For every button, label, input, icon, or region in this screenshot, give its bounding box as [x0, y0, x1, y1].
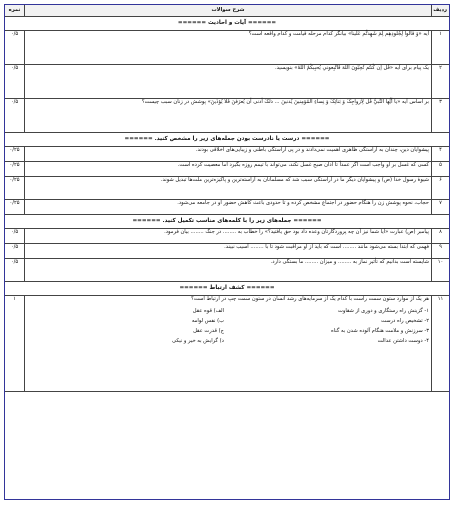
question-text: آیه «وَ قالوا لِجُلودِهِم لِمَ شَهِدتُّم عَلَینا» بیانگر کدام مرحله قیامت و کدام واقعه است؟	[25, 31, 432, 65]
table-row	[5, 147, 450, 162]
question-score: ۰/۲۵	[5, 162, 25, 177]
question-number: ۱	[432, 31, 450, 65]
table-row	[5, 162, 450, 177]
list-item: الف) قوه عقل	[192, 308, 224, 314]
exam-sheet	[4, 4, 450, 500]
question-number: ۵	[432, 162, 450, 177]
question-score: ۰/۵	[5, 31, 25, 65]
question-text: یک پیام برای آیه «قُل إن کُنتُم تُحِبّونَ اللهَ فَاتَّبِعوني یُحبِبکُمُ اللهُ» بنویسید.	[25, 65, 432, 99]
question-text: بر اساس آیه «یا أیُّها النَّبيُّ قُل لِأزواجِکَ وَ بَناتِکَ وَ نِساءِ المُؤمِنینَ یُدنینَ ... ذلکَ أدنی أن یُعرَفنَ فَلا یُؤذَینَ» پوشش در زنان سبب چیست؟	[25, 99, 432, 133]
table-row	[5, 296, 450, 392]
question-text: شیوهٔ رسول خدا (ص) و پیشوایان دیگر ما در آراستگی سبب شد که مسلمانان به آراسته‌ترین و پاکیزه‌ترین ملت‌ها تبدیل شوند.	[25, 177, 432, 200]
question-number: ۹	[432, 244, 450, 259]
question-score: ۰/۲۵	[5, 147, 25, 162]
table-row	[5, 259, 450, 282]
question-number: ۳	[432, 99, 450, 133]
list-item: ۳- سرزنش و ملامت هنگام آلوده شدن به گناه	[330, 328, 429, 334]
section-title: ====== آیات و احادیث ======	[5, 17, 450, 31]
questions-table	[4, 4, 450, 392]
question-number: ۲	[432, 65, 450, 99]
table-row	[5, 229, 450, 244]
question-text: پیشوایان دین، چندان به آراستگی ظاهری اهمیت نمی‌دادند و در پی آراستگی باطنی و زیبایی‌های اخلاقی بودند.	[25, 147, 432, 162]
question-number: ۶	[432, 177, 450, 200]
question-score: ۰/۵	[5, 229, 25, 244]
question-score: ۰/۵	[5, 99, 25, 133]
question-text: پیامبر (ص) عبارت «آیا شما نیز آن چه پروردگارتان وعده داد بود حق یافتید؟» را خطاب به ........ در جنگ ........ بیان فرمود.	[25, 229, 432, 244]
match-intro: هر یک از موارد ستون سمت راست با کدام یک از سرمایه‌های رشد انسان در ستون سمت چپ در ارتباط است؟	[191, 296, 429, 302]
table-row	[5, 31, 450, 65]
table-row	[5, 99, 450, 133]
question-number: ۷	[432, 200, 450, 215]
section-title: ====== درست یا نادرست بودن جمله‌های زیر را مشخص کنید. ======	[5, 133, 450, 147]
list-item: ۴- دوست داشتن عدالت	[377, 338, 429, 344]
list-item: د) گرایش به خیر و نیکی	[172, 338, 224, 344]
list-item: ج) قدرت عقل	[193, 328, 224, 334]
question-number: ۸	[432, 229, 450, 244]
table-row	[5, 177, 450, 200]
section-title: ====== جمله‌های زیر را با کلمه‌های مناسب تکمیل کنید. ======	[5, 215, 450, 229]
right-column	[232, 306, 429, 346]
section-title: ====== کشف ارتباط ======	[5, 282, 450, 296]
table-row	[5, 200, 450, 215]
question-score: ۰/۲۵	[5, 177, 25, 200]
match-question	[25, 296, 432, 392]
question-score: ۰/۵	[5, 65, 25, 99]
header-row-number: ردیف	[432, 5, 450, 17]
list-item: ۲- تشخیص راه درست	[381, 318, 429, 324]
question-number: ۴	[432, 147, 450, 162]
list-item: ب) نفس لوامه	[191, 318, 224, 324]
table-row	[5, 244, 450, 259]
question-text: فهمی که ابتدا بسته می‌شود مانند ........ است که باید از او مراقبت شود تا با ........ آسیب نبیند.	[25, 244, 432, 259]
match-columns	[27, 303, 429, 346]
left-column	[27, 306, 224, 346]
question-text: شایسته است بدانیم که تأثیر نماز به ........ و میزان ........ ما بستگی دارد.	[25, 259, 432, 282]
header-score: نمره	[5, 5, 25, 17]
question-text: کسی که غسل بر او واجب است اگر عمداً تا اذان صبح غسل نکند، می‌تواند با تیمم روزه بگیرد اما معصیت کرده است.	[25, 162, 432, 177]
question-score: ۰/۵	[5, 244, 25, 259]
list-item: ۱- گزینش راه رستگاری و دوری از شقاوت	[337, 308, 429, 314]
question-number: ۱۱	[432, 296, 450, 392]
question-score: ۰/۵	[5, 259, 25, 282]
header-description: شرح سوالات	[25, 5, 432, 17]
question-number: ۱۰	[432, 259, 450, 282]
question-score: ۰/۲۵	[5, 200, 25, 215]
question-text: حجاب، نحوه پوشش زن را هنگام حضور در اجتماع مشخص کرده و تا حدودی باعث کاهش حضور او در جامعه می‌شود.	[25, 200, 432, 215]
table-header	[5, 5, 450, 17]
table-row	[5, 65, 450, 99]
question-score: ۱	[5, 296, 25, 392]
